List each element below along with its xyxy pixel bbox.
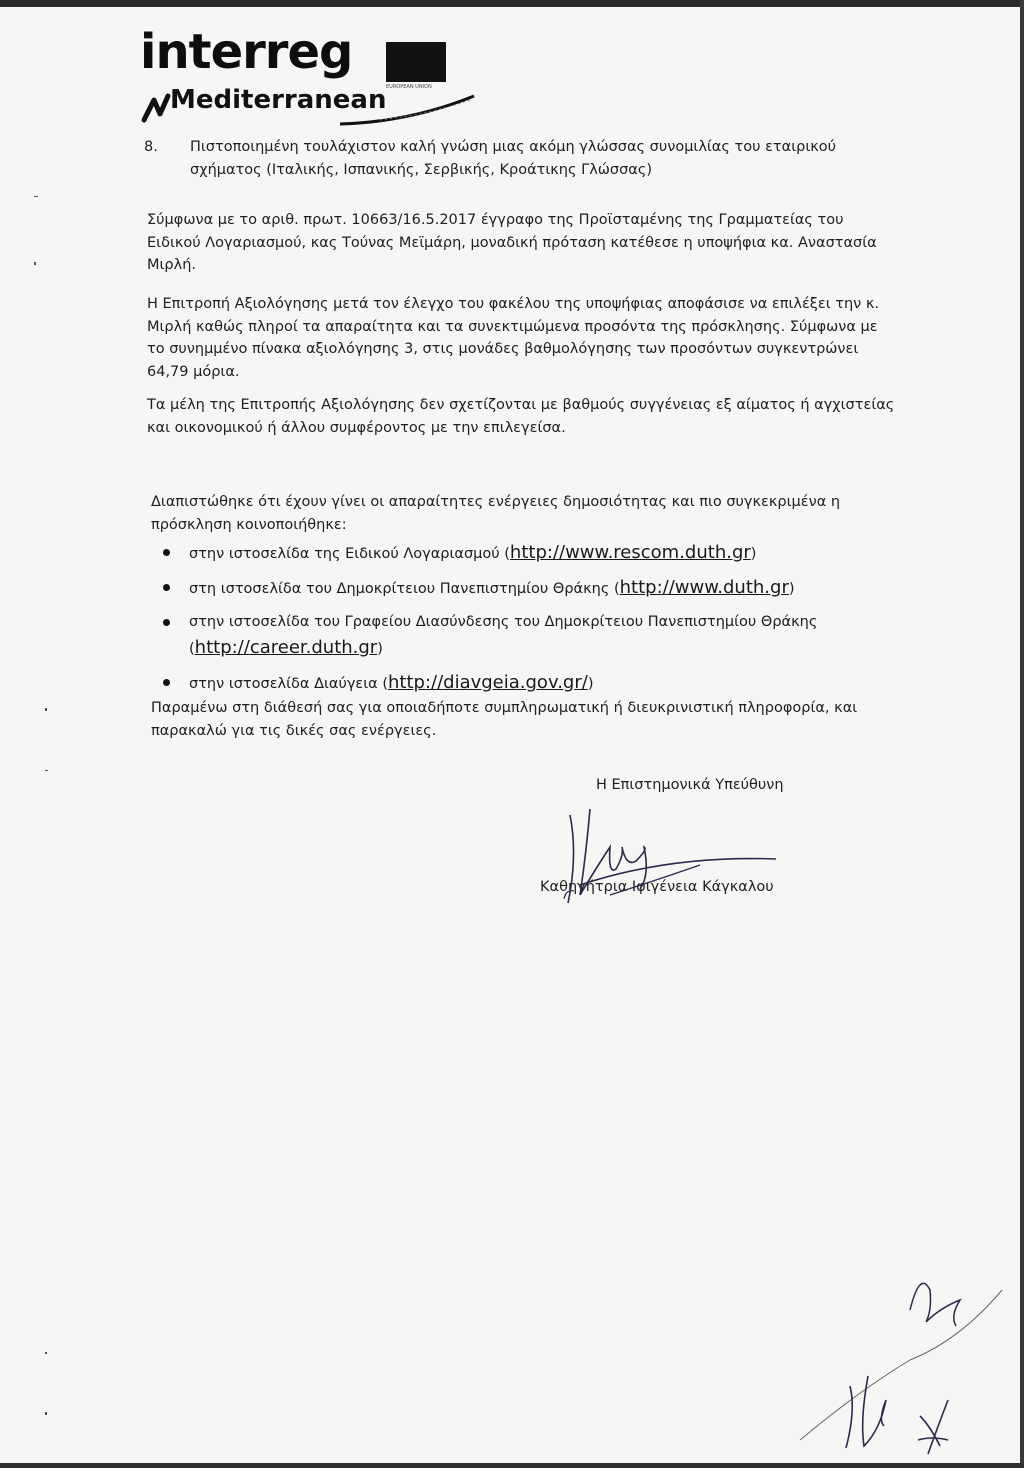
list-item [151,575,911,602]
list-item-text: στη ιστοσελίδα του Δημοκρίτειου Πανεπιστημίου Θράκης ( [189,581,620,597]
logo-wordmark: interreg [140,24,353,80]
list-item-close: ) [750,546,757,562]
handwritten-signature [540,795,780,915]
paragraph-closing: Παραμένω στη διάθεσή σας για οποιαδήποτε συμπληρωματική ή διευκρινιστική πληροφορία, και παρακαλώ για τις δικές σας ενέργειες. [151,700,858,739]
link-diavgeia[interactable]: http://diavgeia.gov.gr/ [388,672,588,693]
paragraph-conflict-statement: Τα μέλη της Επιτροπής Αξιολόγησης δεν σχετίζονται με βαθμούς συγγένειας εξ αίματος ή αγχιστείας και οικονομικού ή άλλου συμφέροντος με την επιλεγείσα. [147,397,895,436]
list-item-open: ( [189,641,195,657]
paragraph-application: Σύμφωνα με το αριθ. πρωτ. 10663/16.5.2017 έγγραφο της Προϊσταμένης της Γραμματείας του Ειδικού Λογαριασμού, κας Τούνας Μεϊμάρη, μοναδική πρόταση κατέθεσε η υποψήφια κα. Αναστασία Μιρλή. [147,212,877,273]
list-item [151,610,911,662]
list-item [151,540,911,567]
paragraph-evaluation: Η Επιτροπή Αξιολόγησης μετά τον έλεγχο του φακέλου της υποψήφιας αποφάσισε να επιλέξει την κ. Μιρλή καθώς πληροί τα απαραίτητα και τα συνεκτιμώμενα προσόντα της πρόσκλησης. Σύμφωνα με το συνημμένο πίνακα αξιολόγησης 3, στις μονάδες βαθμολόγησης των προσόντων συγκεντρώνει 64,79 μόρια. [147,296,880,380]
link-duth[interactable]: http://www.duth.gr [619,577,789,598]
item-number: 8. [144,139,158,155]
bullet-icon [163,584,170,591]
link-rescom[interactable]: http://www.rescom.duth.gr [509,542,751,563]
page-initials [760,1250,1020,1460]
list-item-close: ) [377,641,383,657]
bullet-icon [163,619,170,626]
list-item-continuation [189,635,911,662]
list-item-close: ) [587,676,594,692]
paragraph-publicity: Διαπιστώθηκε ότι έχουν γίνει οι απαραίτητες ενέργειες δημοσιότητας και πιο συγκεκριμένα η πρόσκληση κοινοποιήθηκε: [151,494,841,533]
logo-subtitle: Mediterranean [170,85,387,115]
list-item-text: στην ιστοσελίδα της Ειδικού Λογαριασμού ( [189,546,510,562]
list-item-close: ) [788,581,795,597]
list-item-text: στην ιστοσελίδα Διαύγεια ( [189,676,388,692]
item-8-text: Πιστοποιημένη τουλάχιστον καλή γνώση μιας ακόμη γλώσσας συνομιλίας του εταιρικού σχήματος (Ιταλικής, Ισπανικής, Σερβικής, Κροάτικης Γλώσσας) [190,139,837,178]
logo-flag-caption: EUROPEAN UNION [386,84,432,90]
signatory-name: Καθηγήτρια Ιφιγένεια Κάγκαλου [540,879,774,895]
list-item-text: στην ιστοσελίδα του Γραφείου Διασύνδεσης του Δημοκρίτειου Πανεπιστημίου Θράκης [189,614,818,630]
bullet-icon [163,549,170,556]
link-career[interactable]: http://career.duth.gr [194,637,378,658]
signatory-title: Η Επιστημονικά Υπεύθυνη [596,777,784,793]
list-item [151,670,911,697]
publicity-list [151,540,911,705]
bullet-icon [163,679,170,686]
